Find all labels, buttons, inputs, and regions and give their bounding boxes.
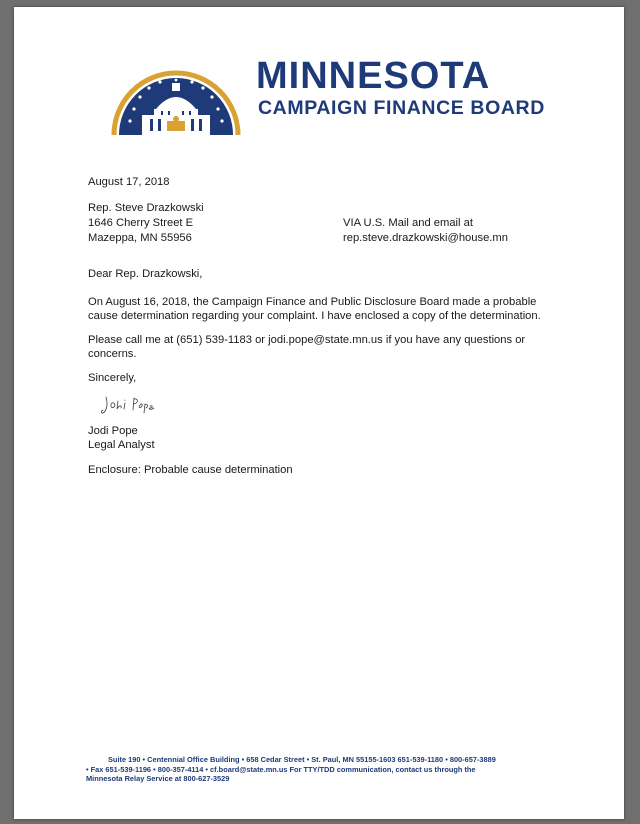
signer-title: Legal Analyst — [88, 439, 155, 451]
salutation: Dear Rep. Drazkowski, — [88, 268, 203, 280]
handwritten-signature — [100, 393, 160, 417]
signer-name: Jodi Pope — [88, 425, 138, 437]
logo-title: MINNESOTA — [256, 55, 491, 97]
letterhead-footer — [86, 755, 586, 784]
body-paragraph-2: Please call me at (651) 539-1183 or jodi.pope@state.mn.us if you have any questions or concerns. — [88, 334, 526, 360]
enclosure-note: Enclosure: Probable cause determination — [88, 464, 293, 476]
footer-line-1: Suite 190 • Centennial Office Building • 658 Cedar Street • St. Paul, MN 55155-1603 651-539-1180 • 800-657-3889 — [108, 755, 496, 764]
recipient-city: Mazeppa, MN 55956 — [88, 232, 192, 244]
capitol-seal-icon — [106, 39, 246, 139]
recipient-name: Rep. Steve Drazkowski — [88, 202, 204, 214]
footer-line-3: Minnesota Relay Service at 800-627-3529 — [86, 774, 230, 784]
logo-subtitle: CAMPAIGN FINANCE BOARD — [258, 97, 545, 119]
closing: Sincerely, — [88, 372, 137, 384]
recipient-street: 1646 Cherry Street E — [88, 217, 194, 229]
body-paragraph-1: On August 16, 2018, the Campaign Finance and Public Disclosure Board made a probable cause determination regarding your complaint. I have enclosed a copy of the determination. — [88, 296, 541, 322]
letter-page — [14, 7, 624, 819]
delivery-method: VIA U.S. Mail and email at — [343, 217, 473, 229]
board-logo — [106, 39, 576, 149]
delivery-email: rep.steve.drazkowski@house.mn — [343, 232, 508, 244]
footer-line-2: • Fax 651-539-1196 • 800-357-4114 • cf.board@state.mn.us For TTY/TDD communication, contact us through the — [86, 764, 476, 774]
letter-date: August 17, 2018 — [88, 176, 170, 188]
